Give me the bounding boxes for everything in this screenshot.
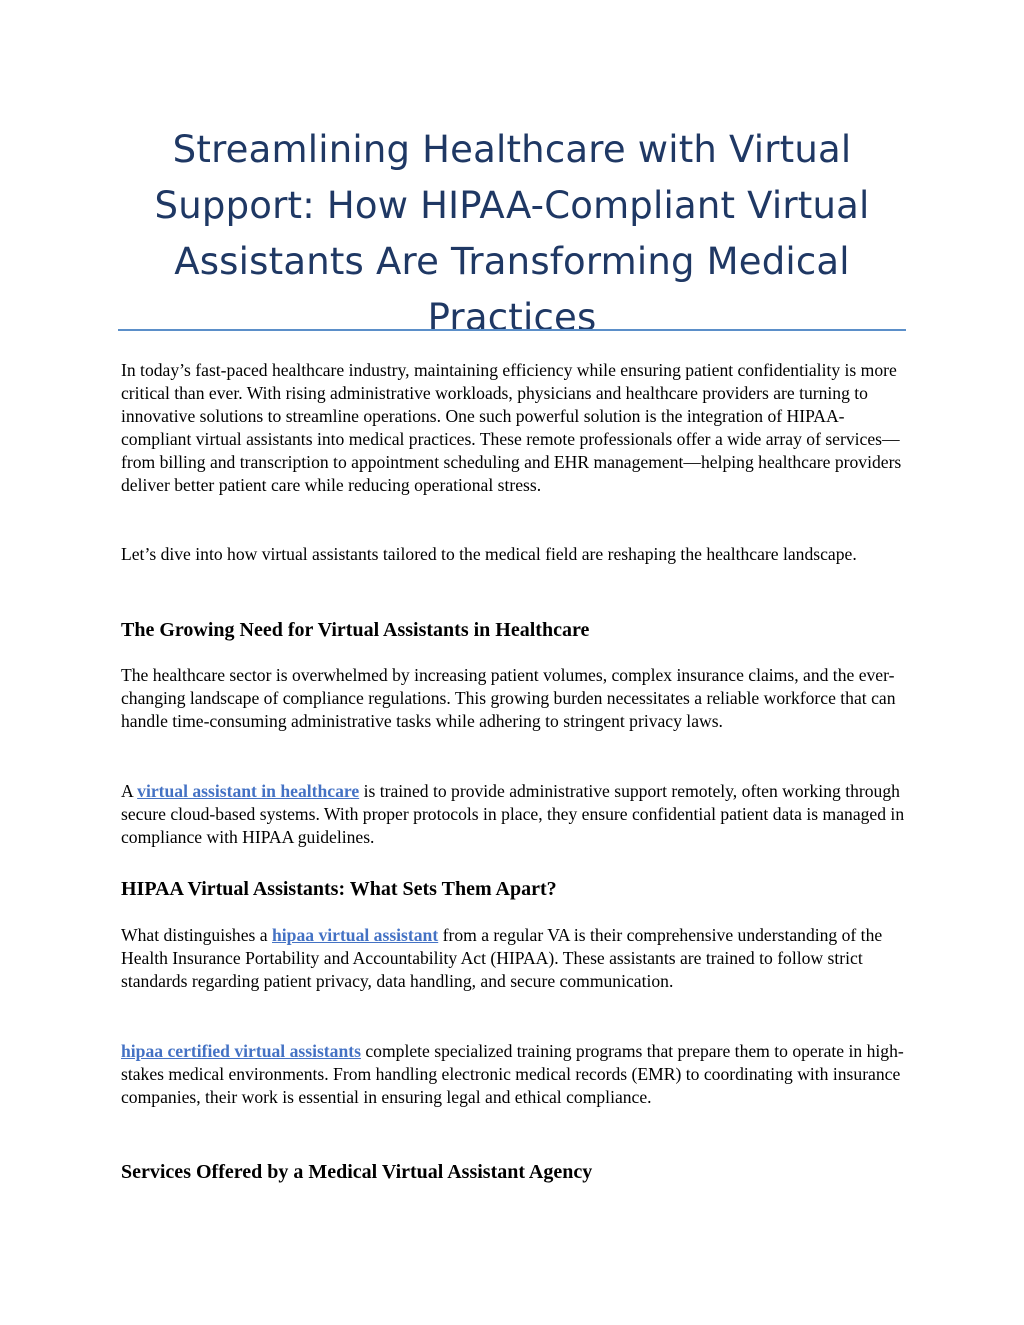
title-divider bbox=[118, 329, 906, 331]
section-heading-hipaa-virtual-assistants: HIPAA Virtual Assistants: What Sets Them Apart? bbox=[121, 878, 557, 900]
paragraph-text-after-link: from a regular VA is their comprehensive understanding of the Health Insurance Portability and Accountability Act (HIPAA). These assistants are trained to follow strict standards regarding patient privacy, data handling, and secure communication. bbox=[121, 925, 883, 991]
virtual-assistant-in-healthcare-link[interactable]: virtual assistant in healthcare bbox=[137, 781, 360, 801]
virtual-assistant-paragraph bbox=[121, 780, 911, 849]
paragraph-text-before-link: A bbox=[121, 781, 138, 801]
section-heading-growing-need: The Growing Need for Virtual Assistants in Healthcare bbox=[121, 619, 590, 641]
intro-paragraph: In today’s fast-paced healthcare industry, maintaining efficiency while ensuring patient confidentiality is more critical than ever. With rising administrative workloads, physicians and healthcare providers are turning to innovative solutions to streamline operations. One such powerful solution is the integration of HIPAA-compliant virtual assistants into medical practices. These remote professionals offer a wide array of services—from billing and transcription to appointment scheduling and EHR management—helping healthcare providers deliver better patient care while reducing operational stress. bbox=[121, 360, 902, 495]
hipaa-certified-paragraph bbox=[121, 1040, 911, 1109]
paragraph-text-after-link: is trained to provide administrative support remotely, often working through secure cloud-based systems. With proper protocols in place, they ensure confidential patient data is managed in compliance with HIPAA guidelines. bbox=[121, 781, 905, 847]
growing-need-paragraph: The healthcare sector is overwhelmed by increasing patient volumes, complex insurance claims, and the ever-changing landscape of compliance regulations. This growing burden necessitates a reliable workforce that can handle time-consuming administrative tasks while adhering to stringent privacy laws. bbox=[121, 665, 896, 731]
hipaa-certified-virtual-assistants-link[interactable]: hipaa certified virtual assistants bbox=[121, 1041, 361, 1061]
paragraph-text-after-link: complete specialized training programs that prepare them to operate in high-stakes medical environments. From handling electronic medical records (EMR) to coordinating with insurance companies, their work is essential in ensuring legal and ethical compliance. bbox=[121, 1041, 904, 1107]
dive-paragraph: Let’s dive into how virtual assistants tailored to the medical field are reshaping the healthcare landscape. bbox=[121, 544, 857, 564]
hipaa-distinguish-paragraph bbox=[121, 924, 911, 993]
section-heading-services-offered: Services Offered by a Medical Virtual Assistant Agency bbox=[121, 1161, 593, 1183]
hipaa-virtual-assistant-link[interactable]: hipaa virtual assistant bbox=[272, 925, 439, 945]
document-title: Streamlining Healthcare with Virtual Support: How HIPAA-Compliant Virtual Assistants Are Transforming Medical Practices bbox=[154, 128, 870, 339]
paragraph-text-before-link: What distinguishes a bbox=[121, 925, 272, 945]
